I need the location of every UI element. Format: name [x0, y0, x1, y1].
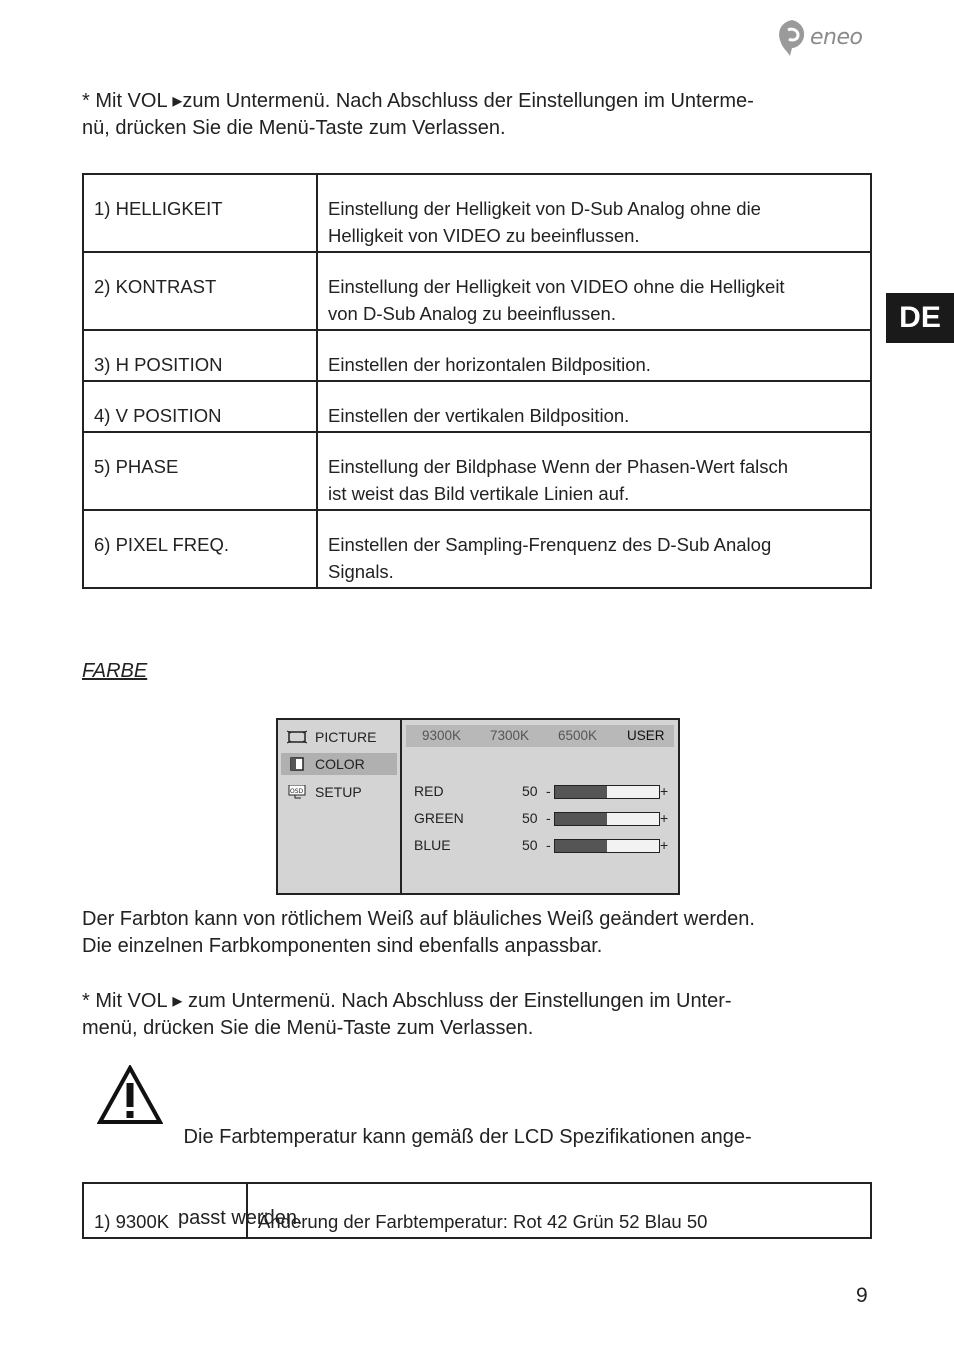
setting-desc: Einstellung der Helligkeit von VIDEO ohne die Helligkeit von D-Sub Analog zu beeinflussen.: [317, 252, 871, 330]
osd-menu-item-setup[interactable]: OSD SETUP: [281, 781, 397, 803]
intro-line: nü, drücken Sie die Menü-Taste zum Verlassen.: [82, 117, 506, 139]
eneo-logo: [776, 18, 876, 58]
osd-menu-list: [278, 720, 402, 893]
slider-minus[interactable]: -: [546, 783, 551, 799]
osd-tab-9300k[interactable]: 9300K: [422, 728, 462, 743]
setting-key: 2) KONTRAST: [83, 252, 317, 330]
table-row: [83, 381, 871, 432]
paragraph-line: Die einzelnen Farbkomponenten sind ebenfalls anpassbar.: [82, 935, 603, 957]
logo-wordmark: eneo: [810, 25, 863, 50]
slider-fill: [555, 840, 607, 852]
osd-setup-icon: [287, 785, 307, 799]
eneo-logo-icon: [776, 18, 808, 58]
setting-key: 6) PIXEL FREQ.: [83, 510, 317, 588]
picture-icon: [287, 730, 307, 744]
table-row: [83, 510, 871, 588]
slider-minus[interactable]: -: [546, 837, 551, 853]
language-tab: DE: [886, 293, 954, 343]
setting-desc: Einstellung der Bildphase Wenn der Phasen-Wert falsch ist weist das Bild vertikale Linien auf.: [317, 432, 871, 510]
setting-key: 4) V POSITION: [83, 381, 317, 432]
osd-tab-7300k[interactable]: 7300K: [490, 728, 530, 743]
slider-value: 50: [522, 810, 538, 826]
osd-tab-6500k[interactable]: 6500K: [558, 728, 598, 743]
table-row: [83, 330, 871, 381]
slider-plus[interactable]: +: [660, 837, 669, 853]
paragraph-line: menü, drücken Sie die Menü-Taste zum Verlassen.: [82, 1017, 534, 1039]
setting-key: 5) PHASE: [83, 432, 317, 510]
slider-plus[interactable]: +: [660, 783, 669, 799]
table-row: [83, 1183, 871, 1238]
slider-label: RED: [414, 783, 444, 799]
submenu-note: [82, 988, 874, 1042]
paragraph-line: Der Farbton kann von rötlichem Weiß auf bläuliches Weiß geändert werden.: [82, 908, 755, 930]
table-row: [83, 432, 871, 510]
svg-text:OSD: OSD: [290, 788, 304, 795]
slider-fill: [555, 786, 607, 798]
setting-desc: Einstellen der vertikalen Bildposition.: [317, 381, 871, 432]
slider-track[interactable]: [554, 785, 660, 799]
slider-minus[interactable]: -: [546, 810, 551, 826]
slider-value: 50: [522, 783, 538, 799]
page-number: 9: [856, 1284, 868, 1307]
color-temp-table: [82, 1182, 872, 1239]
slider-track[interactable]: [554, 839, 660, 853]
intro-paragraph: [82, 88, 874, 142]
table-row: [83, 252, 871, 330]
slider-track[interactable]: [554, 812, 660, 826]
table-row: [83, 174, 871, 252]
setting-key: 3) H POSITION: [83, 330, 317, 381]
setting-key: 1) HELLIGKEIT: [83, 174, 317, 252]
slider-label: GREEN: [414, 810, 464, 826]
osd-slider-blue: [414, 835, 674, 855]
warning-line: Die Farbtemperatur kann gemäß der LCD Spezifikationen ange-: [178, 1126, 752, 1148]
setting-desc: Einstellen der Sampling-Frenquenz des D-Sub Analog Signals.: [317, 510, 871, 588]
color-icon: [287, 757, 307, 771]
osd-slider-green: [414, 808, 674, 828]
slider-label: BLUE: [414, 837, 451, 853]
osd-menu-item-picture[interactable]: PICTURE: [281, 726, 397, 748]
osd-menu-item-color[interactable]: COLOR: [281, 753, 397, 775]
warning-line: passt werden.: [178, 1207, 303, 1229]
setting-desc: Änderung der Farbtemperatur: Rot 42 Grün 52 Blau 50: [247, 1183, 871, 1238]
slider-value: 50: [522, 837, 538, 853]
setting-desc: Einstellen der horizontalen Bildposition.: [317, 330, 871, 381]
settings-table: [82, 173, 872, 589]
slider-fill: [555, 813, 607, 825]
color-description: [82, 906, 874, 960]
section-title: FARBE: [82, 660, 148, 682]
slider-plus[interactable]: +: [660, 810, 669, 826]
osd-menu: [276, 718, 680, 895]
setting-key: 1) 9300K: [83, 1183, 247, 1238]
warning-triangle-icon: [97, 1065, 163, 1125]
paragraph-line: * Mit VOL ▸ zum Untermenü. Nach Abschluss der Einstellungen im Unter-: [82, 990, 732, 1012]
osd-slider-red: [414, 781, 674, 801]
osd-tab-user[interactable]: USER: [627, 728, 665, 743]
intro-line: * Mit VOL ▸zum Untermenü. Nach Abschluss der Einstellungen im Unterme-: [82, 90, 754, 112]
setting-desc: Einstellung der Helligkeit von D-Sub Analog ohne die Helligkeit von VIDEO zu beeinflussen.: [317, 174, 871, 252]
osd-color-temp-tabs: [406, 725, 674, 747]
